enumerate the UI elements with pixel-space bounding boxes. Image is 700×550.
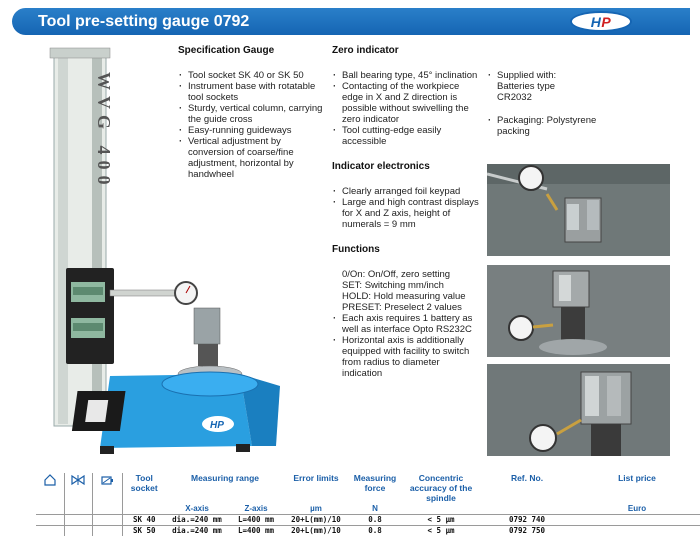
list-item: · Ball bearing type, 45° inclination [332,70,482,81]
hp-logo-p: P [601,13,612,30]
concentric-cell: < 5 µm [402,526,480,537]
functions-lines [332,269,482,313]
force-unit: N [372,504,378,513]
spec-list [178,70,326,180]
list-item: · Instrument base with rotatable tool sockets [178,81,326,103]
force-cell: 0.8 [348,515,402,526]
list-item: · Tool cutting-edge easily accessible [332,125,482,147]
functions-list [332,313,482,379]
function-line: HOLD: Hold measuring value [342,291,466,302]
product-photo-1 [487,164,670,256]
concentric-cell: < 5 µm [402,515,480,526]
price-cell [574,526,700,537]
list-item: · Clearly arranged foil keypad [332,186,482,197]
socket-unit [122,503,166,515]
list-item: · Packaging: Polystyrene packing [487,115,597,137]
title-bar [12,8,690,35]
base-logo: HP [210,420,224,431]
force-cell: 0.8 [348,526,402,537]
function-line: PRESET: Preselect 2 values [342,302,462,313]
icon-cell [36,515,64,526]
function-line: 0/On: On/Off, zero setting [342,269,451,280]
hp-logo [570,11,632,32]
z-axis-cell: L=400 mm [228,515,284,526]
x-axis-cell: dia.=240 mm [166,515,228,526]
icon-cell [92,515,122,526]
list-item: · Contacting of the workpiece edge in X and Z direction is possible without swivelling the zero indicator [332,81,482,125]
column-label: WVG 400 [94,72,114,191]
functions-heading: Functions [332,244,380,255]
error-cell: 20+L(mm)/10 [284,515,348,526]
function-line: SET: Switching mm/inch [342,280,444,291]
measuring-force-header: Measuring force [353,473,397,493]
battery-icon [100,473,114,487]
x-axis-cell: dia.=240 mm [166,526,228,537]
list-item: · Supplied with: Batteries type CR2032 [487,70,583,103]
table-row [36,515,700,526]
table-row [36,526,700,537]
supply-list [487,70,667,137]
details-section [332,45,482,379]
ref-cell: 0792 740 [480,515,574,526]
tool-socket-header: Tool socket [122,473,166,503]
list-item: · Large and high contrast displays for X and Z axis, height of numerals = 9 mm [332,197,482,230]
price-cell [574,515,700,526]
z-axis-cell: L=400 mm [228,526,284,537]
battery-header [92,473,122,515]
list-item: · Tool socket SK 40 or SK 50 [178,70,326,81]
concentric-unit [402,503,480,515]
supply-section [487,70,667,137]
x-axis-header: X-axis [185,504,209,513]
product-photo-2 [487,265,670,357]
z-axis-header: Z-axis [244,504,268,513]
icon-cell [64,515,92,526]
hp-logo-h: H [590,13,602,30]
bowtie-header [64,473,92,515]
icon-cell [64,526,92,537]
socket-cell: SK 50 [122,526,166,537]
list-item: · Vertical adjustment by conversion of coarse/fine adjustment, horizontal by handwheel [178,136,326,180]
measuring-range-header: Measuring range [190,473,260,483]
ref-no-header: Ref. No. [510,473,544,483]
list-item: · Horizontal axis is additionally equipped with facility to switch from radius to diameter indication [332,335,482,379]
zero-heading: Zero indicator [332,45,399,56]
spec-section [178,45,326,180]
list-item: · Each axis requires 1 battery as well as interface Opto RS232C [332,313,482,335]
house-icon [43,473,57,487]
electronics-heading: Indicator electronics [332,161,430,172]
ref-unit [480,503,574,515]
concentric-header: Concentric accuracy of the spindle [409,473,473,503]
error-limits-header: Error limits [293,473,339,483]
spec-heading: Specification Gauge [178,45,275,56]
socket-cell: SK 40 [122,515,166,526]
list-price-header: List price [618,473,656,483]
icon-cell [36,526,64,537]
error-cell: 20+L(mm)/10 [284,526,348,537]
zero-list [332,70,482,147]
list-item: · Easy-running guideways [178,125,326,136]
page-title: Tool pre-setting gauge 0792 [38,13,250,30]
list-item: · Sturdy, vertical column, carrying the guide cross [178,103,326,125]
product-photo-3 [487,364,670,456]
electronics-list [332,186,482,230]
icon-cell [92,526,122,537]
spec-table [36,473,700,536]
ref-cell: 0792 750 [480,526,574,537]
bowtie-icon [70,473,86,487]
price-unit: Euro [627,504,647,513]
error-unit: µm [310,504,322,513]
home-header [36,473,64,515]
